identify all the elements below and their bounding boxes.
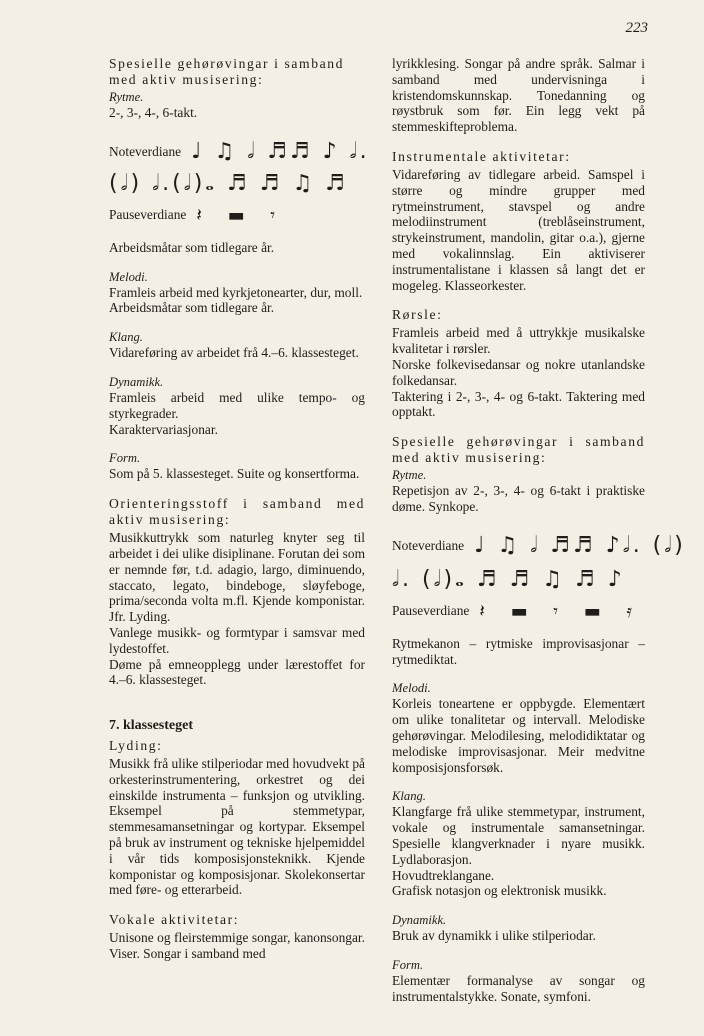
note-label: Noteverdiane [392, 537, 465, 553]
paragraph: Arbeidsmåtar som tidlegare år. [109, 239, 275, 255]
paragraph: Elementær formanalyse av songar og instrumentalstykke. Sonate, symfoni. [392, 972, 645, 1004]
note-symbols-row2: 𝅗𝅥. (𝅗𝅥)𝅝 ♬ ♬ ♫ ♬ ♪ [392, 566, 625, 592]
paragraph: lyrikklesing. Songar på andre språk. Salmar i samband med undervisninga i kristendomskunnskap. Tonedanning og røystbruk som før. Ein legg vekt på stemmeskifteproblema. [392, 56, 645, 135]
note-values-row [109, 138, 370, 165]
subheading-form: Form. [392, 957, 424, 972]
paragraph: Klangfarge frå ulike stemmetypar, instrument, vokale og instrumentale samansetningar. Spesielle klangverknader i nyare musikk. Lydlaborasjon. [392, 804, 645, 867]
subheading-dynamikk: Dynamikk. [109, 374, 164, 389]
section-heading: Vokale aktivitetar: [109, 912, 240, 928]
note-symbols-row2: (𝅗𝅥) 𝅗𝅥.(𝅗𝅥)𝅝 ♬ ♬ ♫ ♬ [109, 170, 348, 196]
paragraph: Grafisk notasjon og elektronisk musikk. [392, 883, 607, 899]
subheading-dynamikk: Dynamikk. [392, 913, 447, 928]
note-label: Noteverdiane [109, 143, 182, 159]
right-column [392, 56, 686, 1018]
paragraph: Repetisjon av 2-, 3-, 4- og 6-takt i praktiske døme. Synkope. [392, 483, 645, 514]
rest-label: Pauseverdiane [392, 603, 470, 619]
grade-heading: 7. klassesteget [109, 718, 193, 734]
paragraph: Døme på emneopplegg under lærestoffet for 4.–6. klassesteget. [109, 656, 365, 688]
left-column [109, 56, 370, 976]
paragraph: Bruk av dynamikk i ulike stilperiodar. [392, 928, 596, 944]
paragraph: Norske folkevisedansar og nokre utanlandske folkedansar. [392, 356, 645, 388]
paragraph: 2-, 3-, 4-, 6-takt. [109, 105, 198, 120]
page-number: 223 [625, 20, 648, 36]
paragraph: Korleis toneartene er oppbygde. Elementært om ulike tonalitetar og intervall. Melodiske gehørøvingar. Melodilesing, melodidiktatar og melodiske improvisasjonar. Meir medvitne komposisjonsforsøk. [392, 696, 645, 775]
note-symbols: ♩ ♫ 𝅗𝅥 ♬♬ ♪𝅗𝅥. (𝅗𝅥) [474, 532, 686, 558]
section-heading: Spesielle gehørøvingar i samband med aktiv musisering: [109, 56, 345, 87]
paragraph: Hovudtreklangane. [392, 867, 495, 883]
section-heading: Lyding: [109, 737, 163, 753]
paragraph: Framleis arbeid med ulike tempo- og styrkegrader. [109, 389, 365, 421]
subheading-melodi: Melodi. [392, 681, 431, 696]
rest-symbols: 𝄽 ▬ 𝄾 ▬ 𝄿 [479, 600, 643, 622]
note-values-row [392, 532, 686, 559]
paragraph: Taktering i 2-, 3-, 4- og 6-takt. Taktering med opptakt. [392, 388, 645, 420]
paragraph: Unisone og fleirstemmige songar, kanonsongar. Viser. Songar i samband med [109, 930, 365, 961]
paragraph: Rytmekanon – rytmiske improvisasjonar – rytmediktat. [392, 635, 645, 667]
rest-label: Pauseverdiane [109, 207, 187, 223]
subheading-rytme: Rytme. [392, 468, 427, 483]
paragraph: Arbeidsmåtar som tidlegare år. [109, 300, 275, 316]
rest-values-row [392, 601, 645, 622]
paragraph: Vidareføring av tidlegare arbeid. Samspel i større og mindre grupper med rytmeinstrument, stavspel og andre melodiinstrument (treblåseinstrument, strykeinstrument, mandolin, gitar o.a.), gjerne med vokalinnslag. Ein aktiviserer instrumentalistane i klassen så langt det er mogeleg. Klasseorkester. [392, 166, 645, 293]
subheading-klang: Klang. [109, 330, 143, 345]
paragraph: Som på 5. klassesteget. Suite og konsertforma. [109, 466, 360, 482]
paragraph: Musikk frå ulike stilperiodar med hovudvekt på orkesterinstrumentering, orkestret og dei einskilde instrumenta – funksjon og utvikling. Eksempel på stemmetypar, stemmesamansetningar og kortypar. Eksempel på bruk av instrument og tekniske hjelpemiddel i vår tids komposisjonsteknikk. Kjende komponistar og komposisjonar. Skolekonsertar med føre- og etterarbeid. [109, 755, 365, 898]
section-heading: Orienteringsstoff i samband med aktiv musisering: [109, 496, 365, 528]
section-heading: Spesielle gehørøvingar i samband med aktiv musisering: [392, 434, 645, 466]
paragraph: Framleis arbeid med kyrkjetonearter, dur, moll. [109, 284, 363, 300]
paragraph: Vidareføring av arbeidet frå 4.–6. klassesteget. [109, 345, 359, 361]
subheading-form: Form. [109, 451, 141, 466]
subheading-rytme: Rytme. [109, 90, 144, 104]
rest-symbols: 𝄽 ▬ 𝄾 [196, 204, 286, 226]
paragraph: Karaktervariasjonar. [109, 421, 218, 437]
rest-values-row [109, 205, 365, 226]
paragraph: Framleis arbeid med å uttrykkje musikalske kvalitetar i rørsler. [392, 325, 645, 357]
section-heading: Instrumentale aktivitetar: [392, 148, 571, 164]
subheading-klang: Klang. [392, 789, 426, 804]
paragraph: Vanlege musikk- og formtypar i samsvar med lydestoffet. [109, 624, 365, 656]
paragraph: Musikkuttrykk som naturleg knyter seg til arbeidet i dei ulike disiplinane. Forutan dei som er nemnde før, t.d. adagio, largo, diminuendo, staccato, legato, bindeboge, sløyfeboge, prima/seconda volta m.fl. Kjende komponistar. Jfr. Lyding. [109, 530, 365, 625]
subheading-melodi: Melodi. [109, 269, 148, 284]
section-heading: Rørsle: [392, 307, 443, 323]
note-symbols: ♩ ♫ 𝅗𝅥 ♬♬ ♪ 𝅗𝅥. [191, 138, 370, 164]
